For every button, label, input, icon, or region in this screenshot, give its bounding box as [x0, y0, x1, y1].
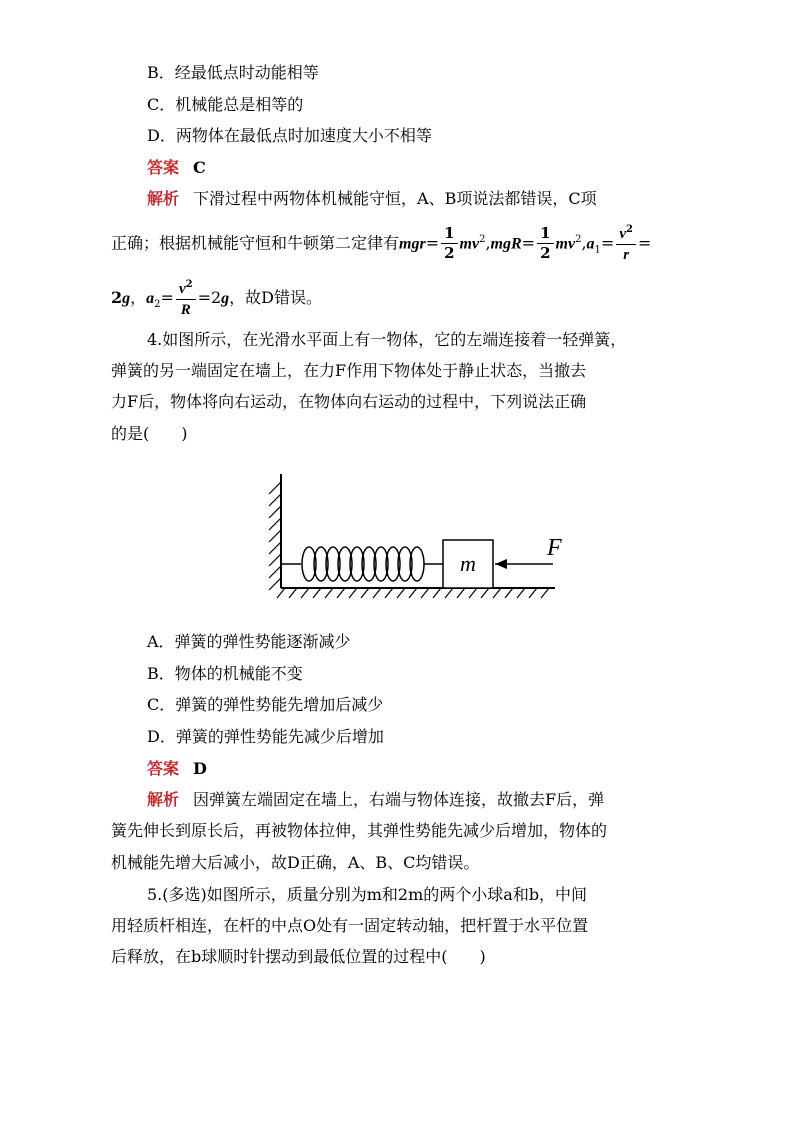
wall-hatching [269, 482, 281, 590]
q3-option-d: D．两物体在最低点时加速度大小不相等 [147, 126, 432, 145]
force-label: F [547, 535, 562, 561]
q4-stem-line1: 4.如图所示，在光滑水平面上有一物体，它的左端连接着一轻弹簧， [147, 330, 627, 349]
force-arrow-head [495, 559, 507, 569]
q3-analysis-line1 [147, 188, 597, 210]
floor-hatching [277, 588, 549, 598]
q4-stem-line2: 弹簧的另一端固定在墙上，在力F作用下物体处于静止状态，当撤去 [111, 361, 587, 380]
q4-option-d: D．弹簧的弹性势能先减少后增加 [147, 727, 384, 746]
q3-analysis-line3: 2g，$a_2=$ $\frac{v^2}{R}$ =2g，故D错误。 [111, 278, 323, 318]
analysis-text: ，故D错误。 [229, 288, 323, 307]
fraction-v2-R: $\frac{v^2}{R}$ [176, 280, 196, 318]
q4-analysis-line3: 机械能先增大后减小，故D正确，A、B、C均错误。 [111, 853, 480, 872]
q5-stem-line2: 用轻质杆相连，在杆的中点O处有一固定转动轴，把杆置于水平位置 [111, 916, 589, 935]
analysis-tag: 解析 [147, 189, 180, 208]
q3-answer [147, 157, 206, 179]
q4-answer [147, 758, 207, 780]
analysis-text: 下滑过程中两物体机械能守恒，A、B项说法都错误，C项 [193, 189, 597, 208]
q5-stem-line3: 后释放，在b球顺时针摆动到最低位置的过程中( ) [111, 947, 486, 966]
q4-option-c: C．弹簧的弹性势能先增加后减少 [147, 695, 384, 714]
q4-stem-line3: 力F后，物体将向右运动，在物体向右运动的过程中，下列说法正确 [111, 392, 587, 411]
answer-value: C [193, 158, 206, 177]
q3-option-c: C．机械能总是相等的 [147, 95, 304, 114]
analysis-text: 正确；根据机械能守恒和牛顿第二定律有 [111, 233, 400, 253]
q4-analysis-line1 [147, 789, 604, 811]
answer-tag: 答案 [147, 759, 180, 778]
q5-stem-line1: 5.(多选)如图所示，质量分别为m和2m的两个小球a和b，中间 [147, 885, 588, 904]
fraction-half: $\frac{1}{2}$ [537, 226, 553, 261]
q4-analysis-line2: 簧先伸长到原长后，再被物体拉伸，其弹性势能先减少后增加，物体的 [111, 821, 608, 840]
q4-stem-line4: 的是( ) [111, 424, 188, 443]
mass-label: m [460, 551, 476, 576]
fraction-v2-r: $\frac{v^2}{r}$ [616, 225, 636, 263]
analysis-tag: 解析 [147, 790, 180, 809]
spring-block-figure [255, 452, 580, 624]
q3-option-b: B．经最低点时动能相等 [147, 63, 319, 82]
fraction-half: $\frac{1}{2}$ [441, 226, 457, 261]
q4-option-b: B．物体的机械能不变 [147, 664, 303, 683]
q3-analysis-line2: 正确；根据机械能守恒和牛顿第二定律有mgr= $\frac{1}{2}$ $mv^2,mgR=$ $\frac{1}{2}$ $mv^2,a_1=$ $\frac{v^2}{r}$ = [111, 223, 652, 263]
spring [281, 547, 443, 581]
answer-tag: 答案 [147, 158, 180, 177]
q4-option-a: A．弹簧的弹性势能逐渐减少 [147, 632, 351, 651]
answer-value: D [193, 759, 207, 778]
analysis-text: 因弹簧左端固定在墙上，右端与物体连接，故撤去F后，弹 [193, 790, 605, 809]
